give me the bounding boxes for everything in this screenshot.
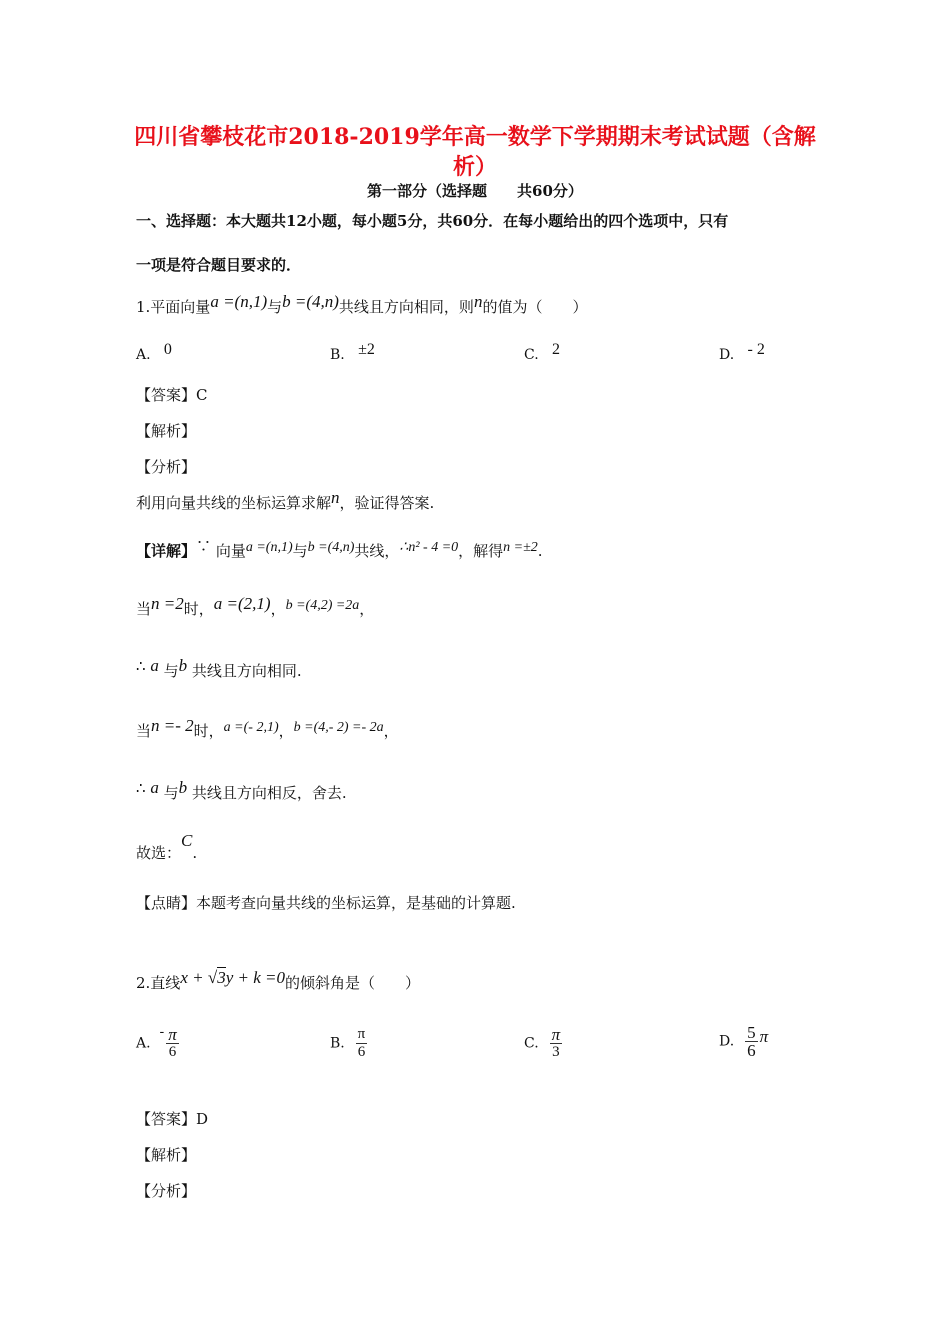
q1-case-1: 当n =2时，a =(2,1)，b =(4,2) =2a， <box>136 594 375 618</box>
q2-option-b: B. $\frac{\pi}{6}$ <box>330 1026 366 1060</box>
q1-prefix: 1.平面向量 <box>136 298 211 316</box>
q2-fenxi-heading: 【分析】 <box>136 1182 197 1200</box>
q2-option-d-fraction: $\frac{5}{6}$ <box>747 1023 756 1060</box>
q1-option-d: D. - 2 <box>719 341 765 363</box>
q1-dianjing: 【点睛】本题考查向量共线的坐标运算，是基础的计算题. <box>136 894 516 912</box>
q2-option-a-fraction: $\frac{\pi}{6}$ <box>168 1025 177 1060</box>
q1-option-a: A. 0 <box>136 341 172 363</box>
section-instruction-line-1: 一、选择题：本大题共12小题，每小题5分，共60分．在每小题给出的四个选项中，只有 <box>136 212 729 230</box>
q1-jiexi-heading: 【解析】 <box>136 422 197 440</box>
title-line-1: 四川省攀枝花市2018-2019学年高一数学下学期期末考试试题（含解 <box>134 124 816 150</box>
q1-option-c: C. 2 <box>524 341 561 363</box>
q2-option-d: D. $\frac{5}{6}$ π <box>719 1023 769 1060</box>
q1-suffix: 的值为（ ） <box>482 298 588 316</box>
q1-conclusion-1: ∴ a 与b 共线且方向相同. <box>136 656 302 680</box>
q1-fenxi-heading: 【分析】 <box>136 458 197 476</box>
q2-answer: 【答案】D <box>136 1110 209 1128</box>
q1-mid: 共线且方向相同，则 <box>338 298 474 316</box>
part-header: 第一部分（选择题 共60分） <box>367 182 583 200</box>
q1-analysis: 利用向量共线的坐标运算求解n，验证得答案. <box>136 488 435 512</box>
q1-vector-a: a =(n,1) <box>210 292 268 311</box>
q1-answer: 【答案】C <box>136 386 208 404</box>
q1-detail: 【详解】∵ 向量a =(n,1)与b =(4,n)共线，∴n² - 4 =0，解得n =±2. <box>136 537 543 560</box>
q2-equation: x + √3y + k =0 <box>180 968 285 987</box>
q1-case-2: 当n =- 2时，a =(- 2,1)，b =(4,- 2) =- 2a， <box>136 716 399 740</box>
title-line-2: 析） <box>452 154 497 180</box>
document-title <box>120 122 830 182</box>
q1-option-b: B. ±2 <box>330 341 375 363</box>
q1-n: n <box>473 292 483 311</box>
q1-stem <box>136 292 588 317</box>
q2-stem: 2.直线x + √3y + k =0的倾斜角是（ ） <box>136 968 420 992</box>
q2-option-b-fraction: $\frac{\pi}{6}$ <box>357 1026 366 1060</box>
q1-vector-b: b =(4,n) <box>282 292 339 311</box>
q1-choose: 故选：C. <box>136 831 198 862</box>
q2-option-c: C. $\frac{\pi}{3}$ <box>524 1025 561 1060</box>
q2-option-a: A. - $\frac{\pi}{6}$ <box>136 1023 177 1060</box>
q2-option-c-fraction: $\frac{\pi}{3}$ <box>551 1025 561 1060</box>
section-instruction-line-2: 一项是符合题目要求的． <box>136 256 302 274</box>
q2-jiexi-heading: 【解析】 <box>136 1146 197 1164</box>
q1-and: 与 <box>267 298 283 316</box>
q1-conclusion-2: ∴ a 与b 共线且方向相反，舍去. <box>136 778 347 802</box>
